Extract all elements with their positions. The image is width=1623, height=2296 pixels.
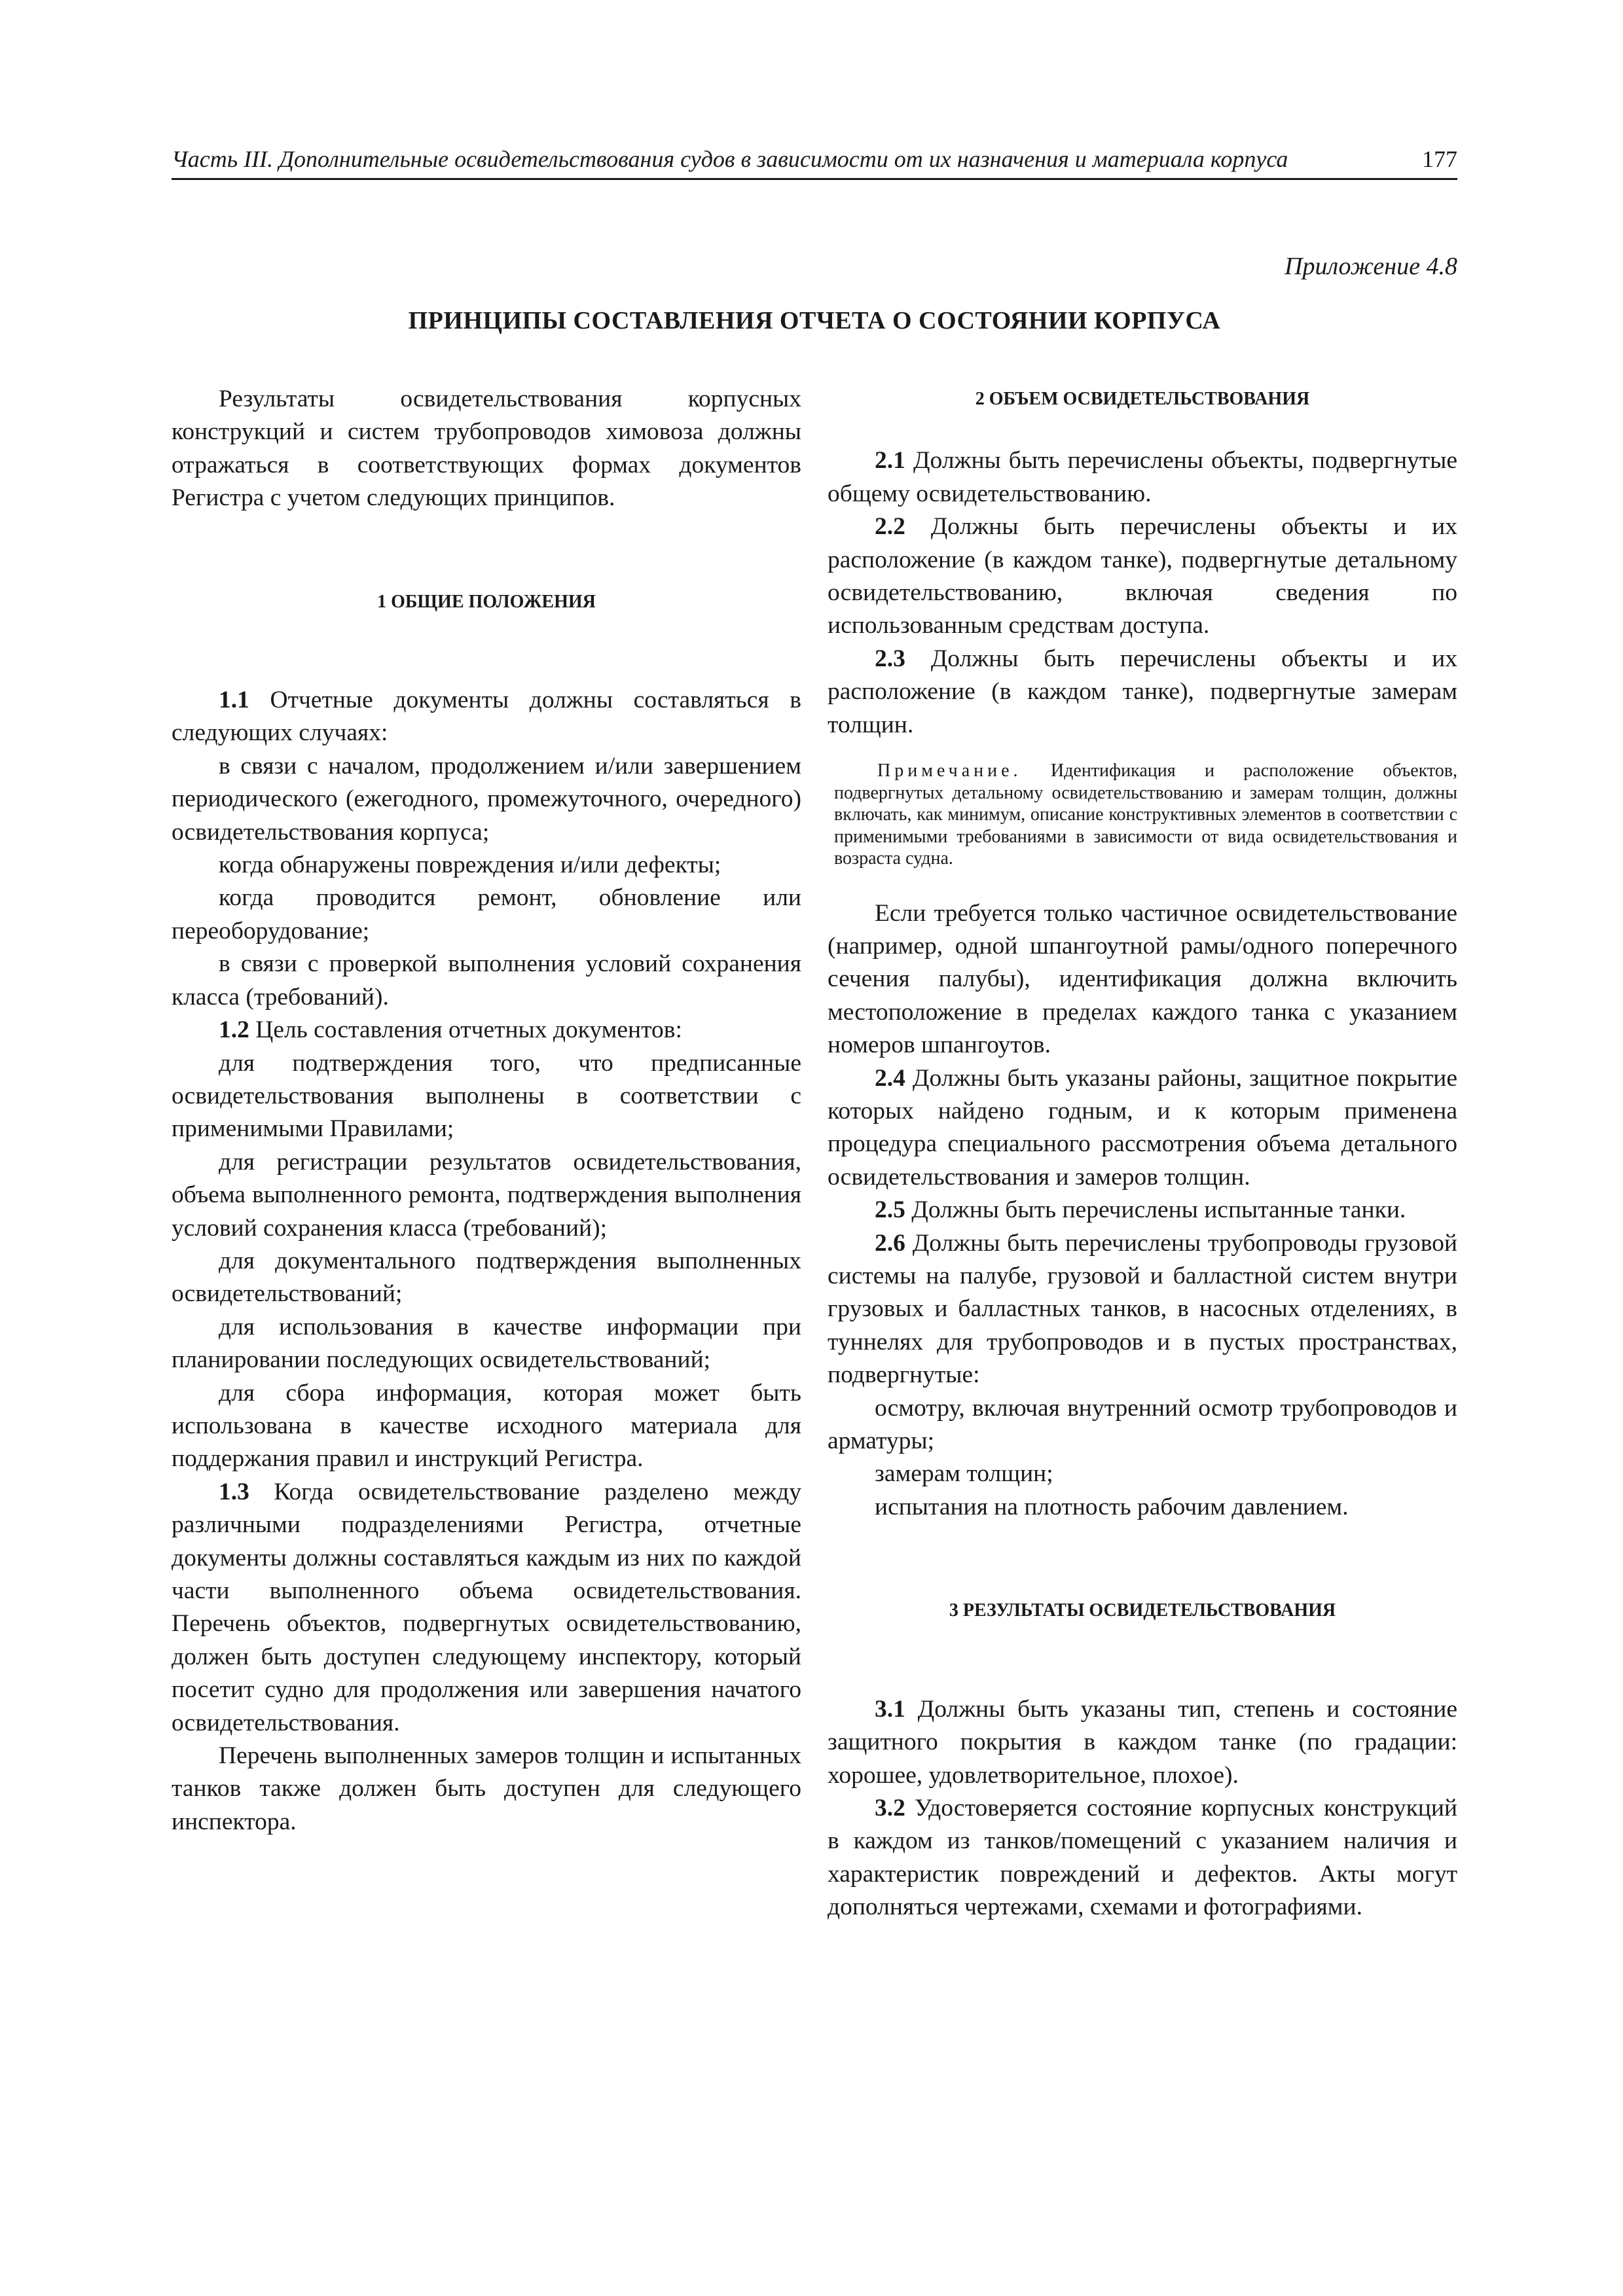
paragraph-number: 1.3 [219, 1478, 249, 1505]
right-column [828, 383, 1457, 1924]
paragraph-3-2 [828, 1792, 1457, 1924]
appendix-label: Приложение 4.8 [1285, 253, 1457, 280]
paragraph-number: 2.1 [875, 447, 905, 475]
paragraph-text: Должны быть указаны тип, степень и состояние защитного покрытия в каждом танке (по градации: хорошее, удовлетворительное, плохое). [828, 1695, 1457, 1789]
paragraph-1-2 [172, 1014, 801, 1047]
list-item: в связи с началом, продолжением и/или завершением периодического (ежегодного, промежуточного, очередного) освидетельствования корпуса; [172, 752, 801, 846]
paragraph-text: Должны быть перечислены объекты, подвергнутые общему освидетельствованию. [828, 447, 1457, 507]
note-text: Идентификация и расположение объектов, подвергнутых детальному освидетельствованию и замерам толщин, должны включать, как минимум, описание конструктивных элементов в соответствии с применимыми требованиями в зависимости от вида освидетельствования и возраста судна. [834, 761, 1457, 869]
paragraph-number: 1.1 [219, 687, 249, 714]
paragraph-number: 2.6 [875, 1229, 905, 1257]
list-item: в связи с проверкой выполнения условий сохранения класса (требований). [172, 950, 801, 1011]
paragraph: Перечень выполненных замеров толщин и испытанных танков также должен быть доступен для следующего инспектора. [172, 1742, 801, 1835]
paragraph-2-3 [828, 643, 1457, 742]
paragraph-2-5 [828, 1194, 1457, 1227]
paragraph: Если требуется только частичное освидетельствование (например, одной шпангоутной рамы/одного поперечного сечения палубы), идентификация должна включить местоположение в пределах каждого танка с указанием номеров шпангоутов. [828, 899, 1457, 1059]
list-item: для документального подтверждения выполненных освидетельствований; [172, 1247, 801, 1308]
list-item: испытания на плотность рабочим давлением. [875, 1493, 1349, 1520]
paragraph-number: 2.4 [875, 1064, 905, 1092]
paragraph-2-4 [828, 1062, 1457, 1194]
list-item: для подтверждения того, что предписанные освидетельствования выполнены в соответствии с применимыми Правилами; [172, 1049, 801, 1143]
paragraph-text: Должны быть перечислены объекты и их расположение (в каждом танке), подвергнутые замерам толщин. [828, 645, 1457, 738]
section-2-heading: 2 ОБЪЕМ ОСВИДЕТЕЛЬСТВОВАНИЯ [975, 389, 1310, 409]
list-item: для регистрации результатов освидетельствования, объема выполненного ремонта, подтверждения выполнения условий сохранения класса (требований); [172, 1148, 801, 1242]
running-head [172, 145, 1457, 180]
paragraph-text: Отчетные документы должны составляться в следующих случаях: [172, 687, 801, 747]
section-1-heading: 1 ОБЩИЕ ПОЛОЖЕНИЯ [377, 591, 596, 612]
paragraph-text: Должны быть перечислены испытанные танки. [905, 1196, 1406, 1224]
note-label: Примечание. [877, 761, 1022, 781]
paragraph-text: Цель составления отчетных документов: [249, 1016, 682, 1044]
section-3-heading: 3 РЕЗУЛЬТАТЫ ОСВИДЕТЕЛЬСТВОВАНИЯ [949, 1600, 1336, 1621]
paragraph-number: 2.5 [875, 1196, 905, 1224]
paragraph-text: Когда освидетельствование разделено между различными подразделениями Регистра, отчетные документы должны составляться каждым из них по каждой части выполненного объема освидетельствования. Перечень объектов, подвергнутых освидетельствованию, должен быть доступен следующему инспектору, который посетит судно для продолжения или завершения начатого освидетельствования. [172, 1478, 801, 1736]
note [834, 760, 1457, 870]
paragraph-2-6 [828, 1227, 1457, 1392]
paragraph-3-1 [828, 1693, 1457, 1792]
list-item: осмотру, включая внутренний осмотр трубопроводов и арматуры; [828, 1394, 1457, 1455]
list-item: когда обнаружены повреждения и/или дефекты; [219, 852, 721, 879]
paragraph-2-1 [828, 444, 1457, 511]
paragraph-number: 2.3 [875, 645, 905, 672]
list-item: замерам толщин; [875, 1460, 1053, 1488]
paragraph-number: 3.2 [875, 1794, 905, 1821]
running-head-title: Часть III. Дополнительные освидетельствования судов в зависимости от их назначения и материала корпуса [172, 146, 1288, 172]
paragraph-text: Должны быть перечислены объекты и их расположение (в каждом танке), подвергнутые детальному освидетельствованию, включая сведения по использованным средствам доступа. [828, 513, 1457, 639]
paragraph-number: 1.2 [219, 1016, 249, 1044]
paragraph-number: 2.2 [875, 513, 905, 541]
paragraph-text: Должны быть указаны районы, защитное покрытие которых найдено годным, и к которым применена процедура специального рассмотрения объема детального освидетельствования и замеров толщин. [828, 1064, 1457, 1191]
paragraph-1-3 [172, 1476, 801, 1740]
intro-paragraph: Результаты освидетельствования корпусных конструкций и систем трубопроводов химовоза должны отражаться в соответствующих формах документов Регистра с учетом следующих принципов. [172, 386, 801, 512]
paragraph-2-2 [828, 511, 1457, 643]
paragraph-text: Должны быть перечислены трубопроводы грузовой системы на палубе, грузовой и балластной систем внутри грузовых и балластных танков, в насосных отделениях, в туннелях для трубопроводов и в пустых пространствах, подвергнутые: [828, 1229, 1457, 1389]
paragraph-1-1 [172, 684, 801, 750]
list-item: для использования в качестве информации при планировании последующих освидетельствований; [172, 1313, 801, 1374]
list-item: для сбора информация, которая может быть использована в качестве исходного материала для поддержания правил и инструкций Регистра. [172, 1379, 801, 1473]
paragraph-number: 3.1 [875, 1695, 905, 1723]
document-title: ПРИНЦИПЫ СОСТАВЛЕНИЯ ОТЧЕТА О СОСТОЯНИИ КОРПУСА [408, 307, 1221, 334]
list-item: когда проводится ремонт, обновление или переоборудование; [172, 884, 801, 944]
paragraph-text: Удостоверяется состояние корпусных конструкций в каждом из танков/помещений с указанием наличия и характеристик повреждений и дефектов. Акты могут дополняться чертежами, схемами и фотографиями. [828, 1794, 1457, 1921]
page-number: 177 [1422, 146, 1457, 172]
left-column [172, 383, 801, 1839]
